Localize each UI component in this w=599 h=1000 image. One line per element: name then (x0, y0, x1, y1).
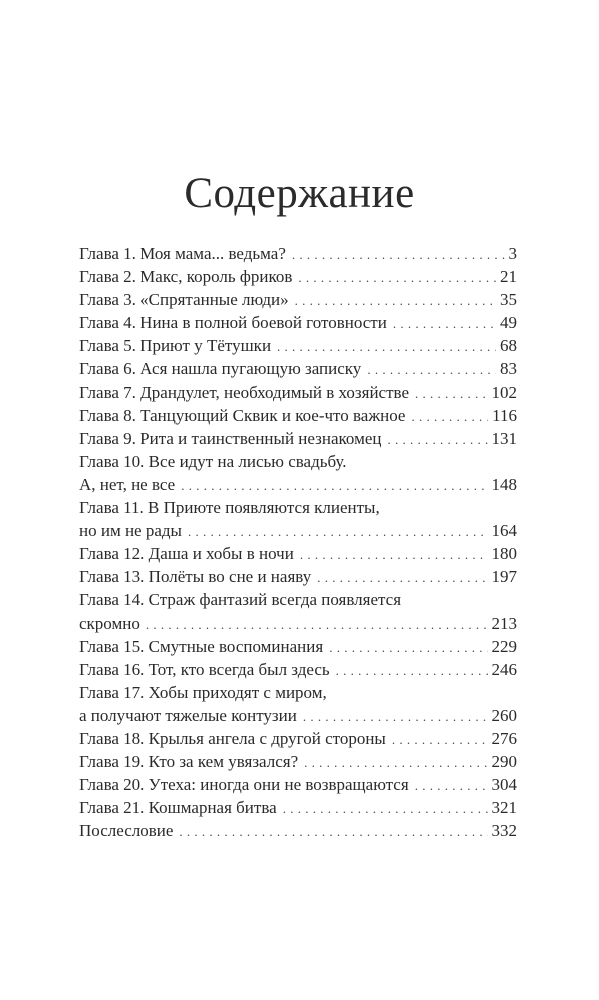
toc-page-number: 148 (491, 474, 517, 494)
toc-entry-title: Глава 15. Смутные воспоминания (79, 636, 324, 656)
toc-entry-title: Глава 18. Крылья ангела с другой стороны (79, 728, 386, 748)
toc-entry-title: Глава 19. Кто за кем увязался? (79, 752, 299, 772)
toc-entry-title: Глава 3. «Спрятанные люди» (79, 290, 289, 310)
toc-entry-title: Послесловие (79, 821, 174, 841)
toc-entry-title: Глава 10. Все идут на лисью свадьбу. (79, 451, 347, 471)
toc-entry-title: а получают тяжелые контузии (79, 705, 297, 725)
toc-entry (79, 727, 517, 750)
toc-leader-dots (303, 705, 488, 728)
toc-entry-title: Глава 7. Драндулет, необходимый в хозяйстве (79, 382, 409, 402)
toc-leader-dots (283, 797, 488, 820)
toc-page-number: 246 (491, 659, 517, 679)
toc-entry (79, 404, 517, 427)
toc-entry (79, 427, 517, 450)
toc-entry-title: но им не рады (79, 521, 182, 541)
toc-leader-dots (300, 543, 488, 566)
toc-entry (79, 334, 517, 357)
toc-leader-dots (292, 243, 505, 266)
toc-entry-title: А, нет, не все (79, 474, 176, 494)
toc-entry (79, 565, 517, 588)
toc-entry-title: Глава 2. Макс, король фриков (79, 267, 293, 287)
toc-leader-dots (411, 405, 488, 428)
toc-leader-dots (415, 774, 488, 797)
toc-entry (79, 796, 517, 819)
toc-entry (79, 496, 517, 519)
toc-entry-title: Глава 8. Танцующий Сквик и кое-что важное (79, 405, 406, 425)
toc-entry (79, 450, 517, 473)
toc-page-number: 131 (491, 428, 517, 448)
toc-leader-dots (304, 751, 487, 774)
toc-leader-dots (393, 312, 496, 335)
toc-page-number: 180 (491, 544, 517, 564)
toc-page-number: 229 (491, 636, 517, 656)
toc-entry-title: Глава 4. Нина в полной боевой готовности (79, 313, 387, 333)
toc-page-number: 21 (500, 267, 517, 287)
toc-leader-dots (367, 358, 496, 381)
toc-entry-title: Глава 21. Кошмарная битва (79, 798, 277, 818)
toc-page-number: 276 (491, 728, 517, 748)
toc-leader-dots (188, 520, 488, 543)
toc-entry (79, 773, 517, 796)
page-title: Содержание (184, 169, 415, 217)
toc-page-number: 213 (491, 613, 517, 633)
toc-leader-dots (336, 659, 488, 682)
toc-entry (79, 288, 517, 311)
toc-leader-dots (295, 289, 496, 312)
toc-leader-dots (181, 474, 487, 497)
toc-page-number: 83 (500, 359, 517, 379)
toc-entry (79, 819, 517, 842)
toc-leader-dots (329, 636, 487, 659)
toc-page-number: 304 (491, 775, 517, 795)
toc-entry-title: Глава 14. Страж фантазий всегда появляется (79, 590, 402, 610)
toc-entry (79, 635, 517, 658)
toc-entry (79, 357, 517, 380)
toc-entry-title: Глава 16. Тот, кто всегда был здесь (79, 659, 330, 679)
toc-entry (79, 542, 517, 565)
toc-leader-dots (317, 566, 487, 589)
toc-entry (79, 658, 517, 681)
toc-entry (79, 381, 517, 404)
toc-entry-title: Глава 12. Даша и хобы в ночи (79, 544, 294, 564)
toc-entry-title: Глава 6. Ася нашла пугающую записку (79, 359, 362, 379)
toc-entry-title: Глава 5. Приют у Тётушки (79, 336, 272, 356)
toc-leader-dots (146, 613, 488, 636)
toc-entry-title: Глава 11. В Приюте появляются клиенты, (79, 498, 380, 518)
toc-page-number: 35 (500, 290, 517, 310)
toc-page-number: 3 (508, 244, 517, 263)
toc-leader-dots (179, 820, 487, 843)
toc-page-number: 116 (492, 405, 517, 425)
toc-entry (79, 265, 517, 288)
toc-leader-dots (392, 728, 488, 751)
toc-entry (79, 612, 517, 635)
toc-entry (79, 704, 517, 727)
toc-page-number: 68 (500, 336, 517, 356)
toc-entry-title: Глава 9. Рита и таинственный незнакомец (79, 428, 382, 448)
toc-entry (79, 519, 517, 542)
toc-leader-dots (415, 382, 488, 405)
toc-leader-dots (298, 266, 496, 289)
toc-entry (79, 242, 517, 265)
toc-entry (79, 750, 517, 773)
toc-entry-title: Глава 20. Утеха: иногда они не возвращаются (79, 775, 409, 795)
toc-page-number: 332 (491, 821, 517, 841)
toc-page-number: 290 (491, 752, 517, 772)
toc-entry (79, 473, 517, 496)
toc-entry (79, 588, 517, 611)
toc-page-number: 197 (491, 567, 517, 587)
toc-entry-title: Глава 1. Моя мама... ведьма? (79, 244, 286, 263)
toc-entry-title: скромно (79, 613, 140, 633)
toc-entry (79, 311, 517, 334)
toc-entry-title: Глава 13. Полёты во сне и наяву (79, 567, 312, 587)
table-of-contents (79, 242, 517, 842)
toc-page-number: 321 (491, 798, 517, 818)
toc-entry-title: Глава 17. Хобы приходят с миром, (79, 682, 327, 702)
toc-leader-dots (277, 335, 496, 358)
toc-page-number: 260 (491, 705, 517, 725)
toc-leader-dots (387, 428, 487, 451)
toc-page-number: 164 (491, 521, 517, 541)
toc-page-number: 49 (500, 313, 517, 333)
toc-entry (79, 681, 517, 704)
toc-page-number: 102 (491, 382, 517, 402)
